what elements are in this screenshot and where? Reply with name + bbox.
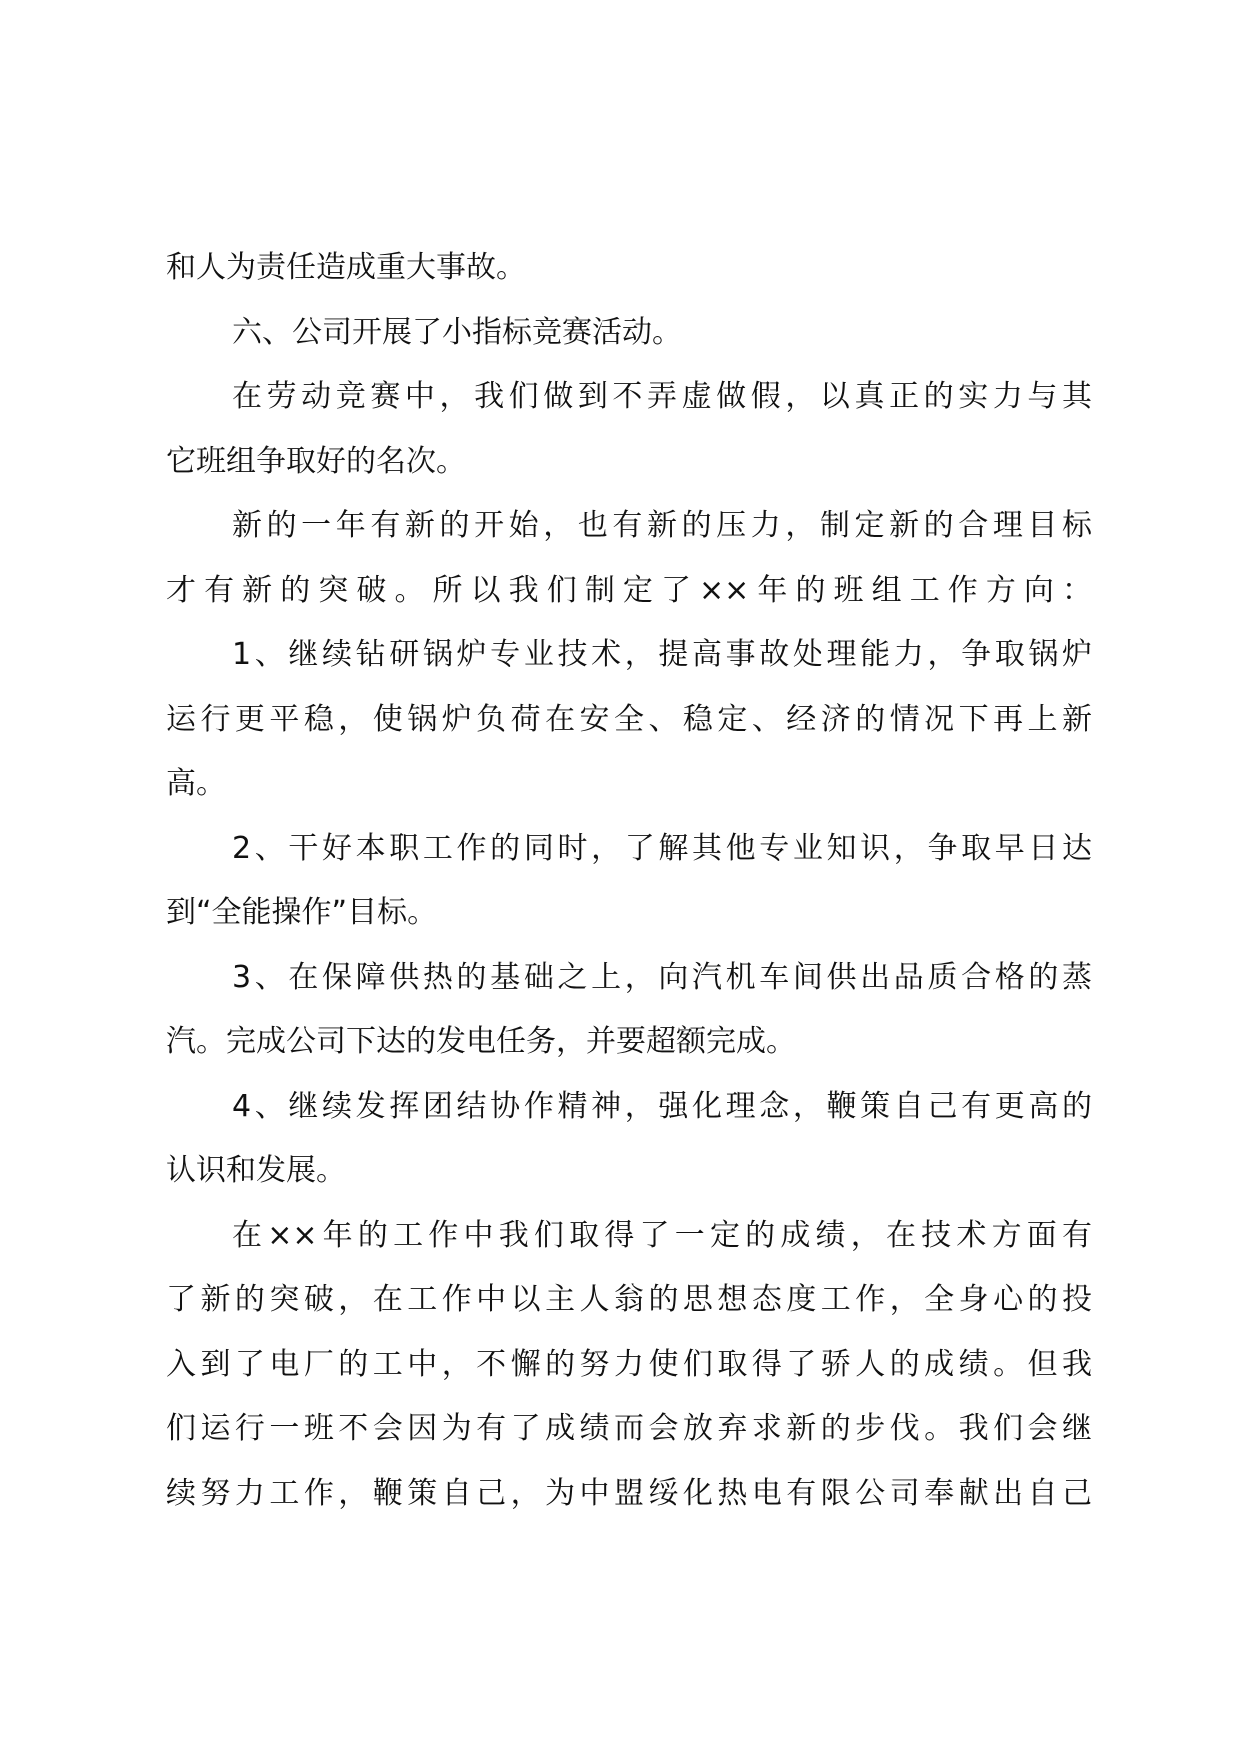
text-line-19: 们运行一班不会因为有了成绩而会放弃求新的步伐。我们会继 bbox=[166, 1411, 1092, 1446]
text-line-10: 2、干好本职工作的同时，了解其他专业知识，争取早日达 bbox=[232, 830, 1092, 866]
text-line-4: 它班组争取好的名次。 bbox=[166, 443, 466, 479]
text-line-3: 在劳动竞赛中，我们做到不弄虚做假，以真正的实力与其 bbox=[232, 379, 1092, 414]
text-line-13: 汽。完成公司下达的发电任务，并要超额完成。 bbox=[166, 1024, 796, 1059]
text-line-18: 入到了电厂的工中，不懈的努力使们取得了骄人的成绩。但我 bbox=[166, 1346, 1092, 1382]
text-line-14: 4、继续发挥团结协作精神，强化理念，鞭策自己有更高的 bbox=[232, 1088, 1092, 1124]
text-line-15: 认识和发展。 bbox=[166, 1153, 346, 1188]
text-line-17: 了新的突破，在工作中以主人翁的思想态度工作，全身心的投 bbox=[166, 1282, 1092, 1317]
text-line-7: 1、继续钻研锅炉专业技术，提高事故处理能力，争取锅炉 bbox=[232, 637, 1092, 672]
text-line-12: 3、在保障供热的基础之上，向汽机车间供出品质合格的蒸 bbox=[232, 959, 1092, 995]
text-line-20: 续努力工作，鞭策自己，为中盟绥化热电有限公司奉献出自己 bbox=[166, 1475, 1092, 1511]
text-line-8: 运行更平稳，使锅炉负荷在安全、稳定、经济的情况下再上新 bbox=[166, 701, 1092, 737]
text-line-5: 新的一年有新的开始，也有新的压力，制定新的合理目标 bbox=[232, 508, 1092, 543]
text-line-2: 六、公司开展了小指标竞赛活动。 bbox=[232, 314, 682, 350]
text-line-11: 到“全能操作”目标。 bbox=[166, 895, 438, 930]
text-line-6: 才有新的突破。所以我们制定了××年的班组工作方向： bbox=[166, 572, 1092, 608]
text-line-1: 和人为责任造成重大事故。 bbox=[166, 250, 526, 285]
text-line-16: 在××年的工作中我们取得了一定的成绩，在技术方面有 bbox=[232, 1217, 1092, 1253]
document-body bbox=[166, 236, 1092, 1526]
text-line-9: 高。 bbox=[166, 766, 226, 801]
